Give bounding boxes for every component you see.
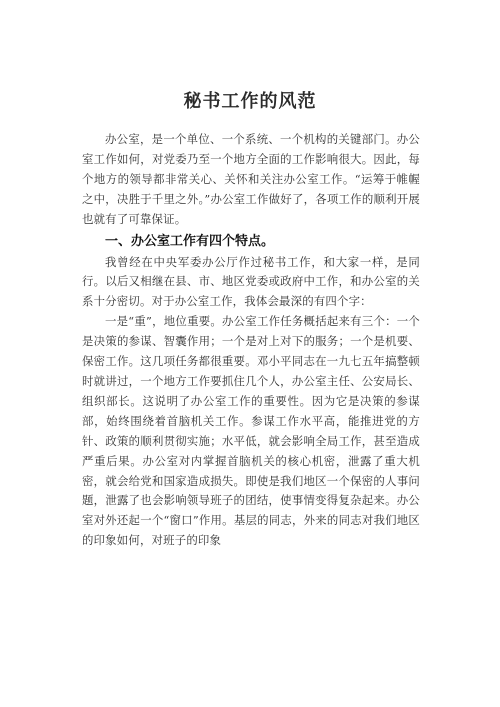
section-heading: 一、办公室工作有四个特点。 [105,233,275,249]
section-paragraph-1: 我曾经在中央军委办公厅作过秘书工作，和大家一样，是同行。以后又相继在县、市、地区党委或政府中工作，和办公室的关系十分密切。对于办公室工作，我体会最深的有四个字： [82,254,420,309]
section-paragraph-2: 一是“重”，地位重要。办公室工作任务概括起来有三个：一个是决策的参谋、智囊作用；一个是对上对下的服务；一个是机要、保密工作。这几项任务都很重要。邓小平同志在一九七五年搞整顿时就讲过，一个地方工作要抓住几个人，办公室主任、公安局长、组织部长。这说明了办公室工作的重要性。因为它是决策的参谋部，始终围绕着首脑机关工作。参谋工作水平高，能推进党的方针、政策的顺利贯彻实施；水平低，就会影响全局工作，甚至造成严重后果。办公室对内掌握首脑机关的核心机密，泄露了重大机密，就会给党和国家造成损失。即使是我们地区一个保密的人事问题，泄露了也会影响领导班子的团结，使事情变得复杂起来。办公室对外还起一个“窗口”作用。基层的同志，外来的同志对我们地区的印象如何，对班子的印象 [82,314,420,548]
document-title: 秘书工作的风范 [183,91,317,112]
document-body [82,130,420,551]
intro-paragraph: 办公室，是一个单位、一个系统、一个机构的关键部门。办公室工作如何，对党委乃至一个地方全面的工作影响很大。因此，每个地方的领导都非常关心、关怀和关注办公室工作。“运筹于帷幄之中，决胜于千里之外。”办公室工作做好了，各项工作的顺利开展也就有了可靠保证。 [82,132,420,226]
